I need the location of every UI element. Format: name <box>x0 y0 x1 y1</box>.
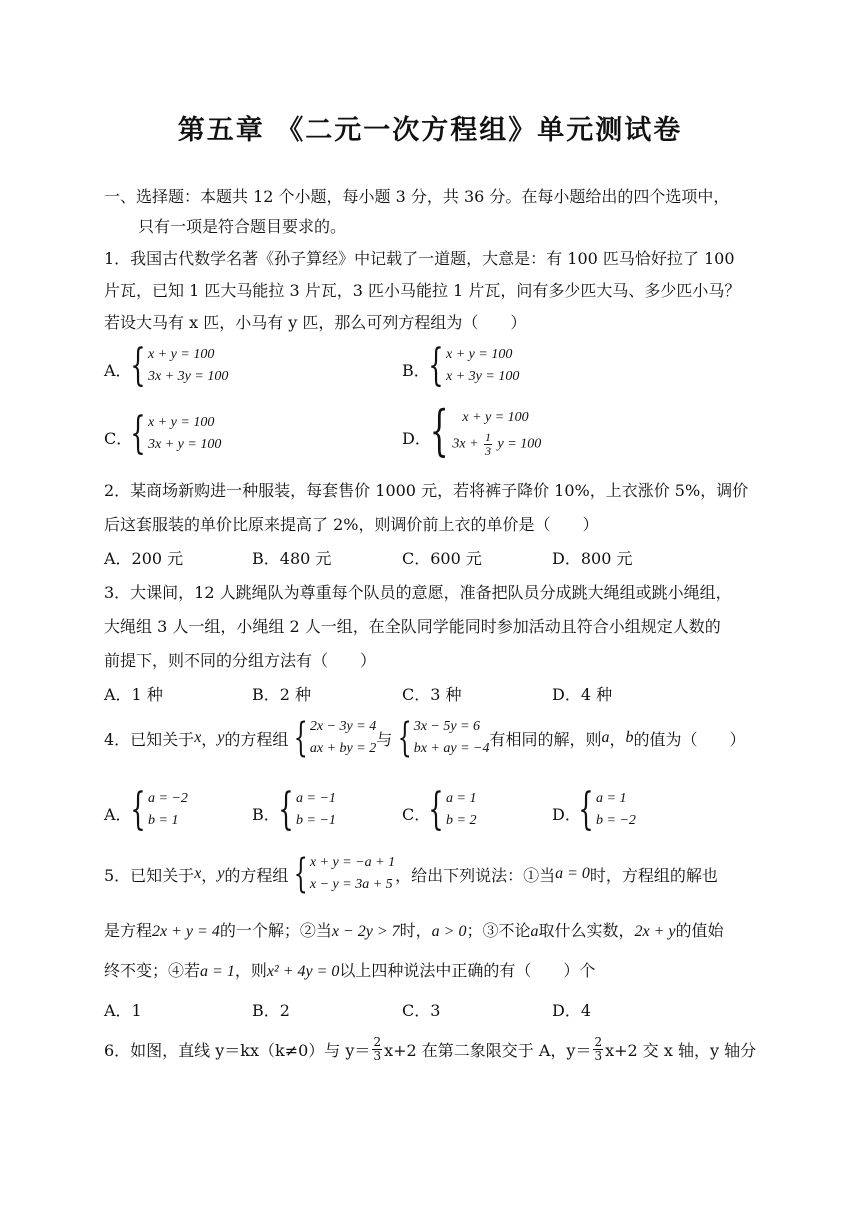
q1-text-line3: 若设大马有 x 匹，小马有 y 匹，那么可列方程组为（ ） <box>104 313 527 332</box>
q2-text-line1: 2．某商场新购进一种服装，每套售价 1000 元，若将裤子降价 10%，上衣涨价 5%，调价 <box>104 481 749 500</box>
brace-icon: { <box>397 715 412 761</box>
q4-option-d-system: { a = 1 b = −2 <box>578 784 636 835</box>
q1-option-c-label: C． <box>104 429 133 448</box>
equation: x + y = 100 <box>148 415 215 430</box>
q2-option-d: D．800 元 <box>552 549 633 568</box>
q5-option-a: A．1 <box>104 1001 142 1020</box>
q3-option-a: A．1 种 <box>104 685 163 704</box>
q1-option-b-system <box>422 340 520 391</box>
q4-option-a-label: A． <box>104 805 132 824</box>
q1-option-a-label: A． <box>104 361 132 380</box>
q4-system-2: { 3x − 5y = 6 bx + ay = −4 <box>397 715 490 761</box>
equation: 3x + $\frac{1}{3}$ y = 100 <box>452 429 542 458</box>
q1-option-c-system <box>124 408 222 459</box>
q1-option-d-system <box>422 399 542 462</box>
equation: x + y = 100 <box>462 409 529 425</box>
brace-icon: { <box>428 784 444 835</box>
q3-option-d: D．4 种 <box>552 685 613 704</box>
q4-option-c-system: { a = 1 b = 2 <box>428 784 477 835</box>
brace-icon: { <box>130 784 146 835</box>
q1-option-a-system <box>124 340 229 391</box>
q1-option-d-label: D． <box>402 429 431 448</box>
brace-icon: { <box>294 715 309 761</box>
q2-text-line2: 后这套服装的单价比原来提高了 2%，则调价前上衣的单价是（ ） <box>104 515 599 534</box>
q2-option-c: C．600 元 <box>402 549 482 568</box>
q3-option-c: C．3 种 <box>402 685 462 704</box>
q1-text-line2: 片瓦，已知 1 匹大马能拉 3 片瓦，3 匹小马能拉 1 片瓦，问有多少匹大马、多少匹小马？ <box>104 281 741 300</box>
brace-icon: { <box>278 784 294 835</box>
equation: x + y = 100 <box>446 347 513 362</box>
q4-option-a-system: { a = −2 b = 1 <box>130 784 188 835</box>
equation: 3x + y = 100 <box>148 437 222 452</box>
section-header-cont: 只有一项是符合题目要求的。 <box>138 217 347 236</box>
section-header: 一、选择题：本题共 12 个小题，每小题 3 分，共 36 分。在每小题给出的四个选项中， <box>104 187 730 206</box>
q2-option-b: B．480 元 <box>252 549 332 568</box>
q5-system: { x + y = −a + 1 x − y = 3a + 5 <box>294 851 396 897</box>
fraction: $\frac{2}{3}$ <box>373 1035 382 1063</box>
q1-option-b-label: B． <box>402 361 430 380</box>
equation: x + 3y = 100 <box>446 369 520 384</box>
equation: 3x + 3y = 100 <box>148 369 229 384</box>
equation: x + y = 100 <box>148 347 215 362</box>
q3-text-line2: 大绳组 3 人一组，小绳组 2 人一组，在全队同学能同时参加活动且符合小组规定人数的 <box>104 617 721 636</box>
fraction: $\frac{1}{3}$ <box>485 429 492 458</box>
brace-icon: { <box>429 399 449 462</box>
q6-text-line1: 6．如图，直线 y＝kx（k≠0）与 y＝ $\frac{2}{3}$ x+2 在第二象限交于 A，y＝ $\frac{2}{3}$ x+2 交 x 轴，y 轴分 <box>104 1035 757 1063</box>
q4-text: 4．已知关于 x ， y 的方程组 { 2x − 3y = 4 ax + by = 2 与 { 3x − 5y = 6 bx + ay = −4 有相同的解，则 a ， b 的值为（ ） <box>104 715 746 761</box>
q2-option-a: A．200 元 <box>104 549 184 568</box>
brace-icon: { <box>294 851 309 897</box>
q4-system-1: { 2x − 3y = 4 ax + by = 2 <box>294 715 377 761</box>
q5-option-b: B．2 <box>252 1001 290 1020</box>
brace-icon: { <box>130 340 146 391</box>
brace-icon: { <box>130 408 146 459</box>
page-title: 第五章 《二元一次方程组》单元测试卷 <box>177 115 683 146</box>
brace-icon: { <box>428 340 444 391</box>
q5-text-line3: 终不变；④若a = 1，则x² + 4y = 0以上四种说法中正确的有（ ）个 <box>104 961 596 980</box>
q5-text-line1: 5．已知关于 x ， y 的方程组 { x + y = −a + 1 x − y = 3a + 5 ，给出下列说法：①当 a = 0 时，方程组的解也 <box>104 851 718 897</box>
q5-option-c: C．3 <box>402 1001 441 1020</box>
q3-option-b: B．2 种 <box>252 685 312 704</box>
q5-option-d: D．4 <box>552 1001 592 1020</box>
q3-text-line1: 3．大课间，12 人跳绳队为尊重每个队员的意愿，准备把队员分成跳大绳组或跳小绳组， <box>104 583 732 602</box>
q4-option-b-label: B． <box>252 805 280 824</box>
q4-option-d-label: D． <box>552 805 581 824</box>
fraction: $\frac{2}{3}$ <box>594 1035 603 1063</box>
q1-text-line1: 1．我国古代数学名著《孙子算经》中记载了一道题，大意是：有 100 匹马恰好拉了 100 <box>104 249 735 268</box>
q5-text-line2: 是方程2x + y = 4的一个解；②当x − 2y > 7时，a > 0；③不论a取什么实数，2x + y的值始 <box>104 921 724 940</box>
brace-icon: { <box>578 784 594 835</box>
q4-option-c-label: C． <box>402 805 431 824</box>
q3-text-line3: 前提下，则不同的分组方法有（ ） <box>104 651 377 670</box>
q4-option-b-system: { a = −1 b = −1 <box>278 784 336 835</box>
